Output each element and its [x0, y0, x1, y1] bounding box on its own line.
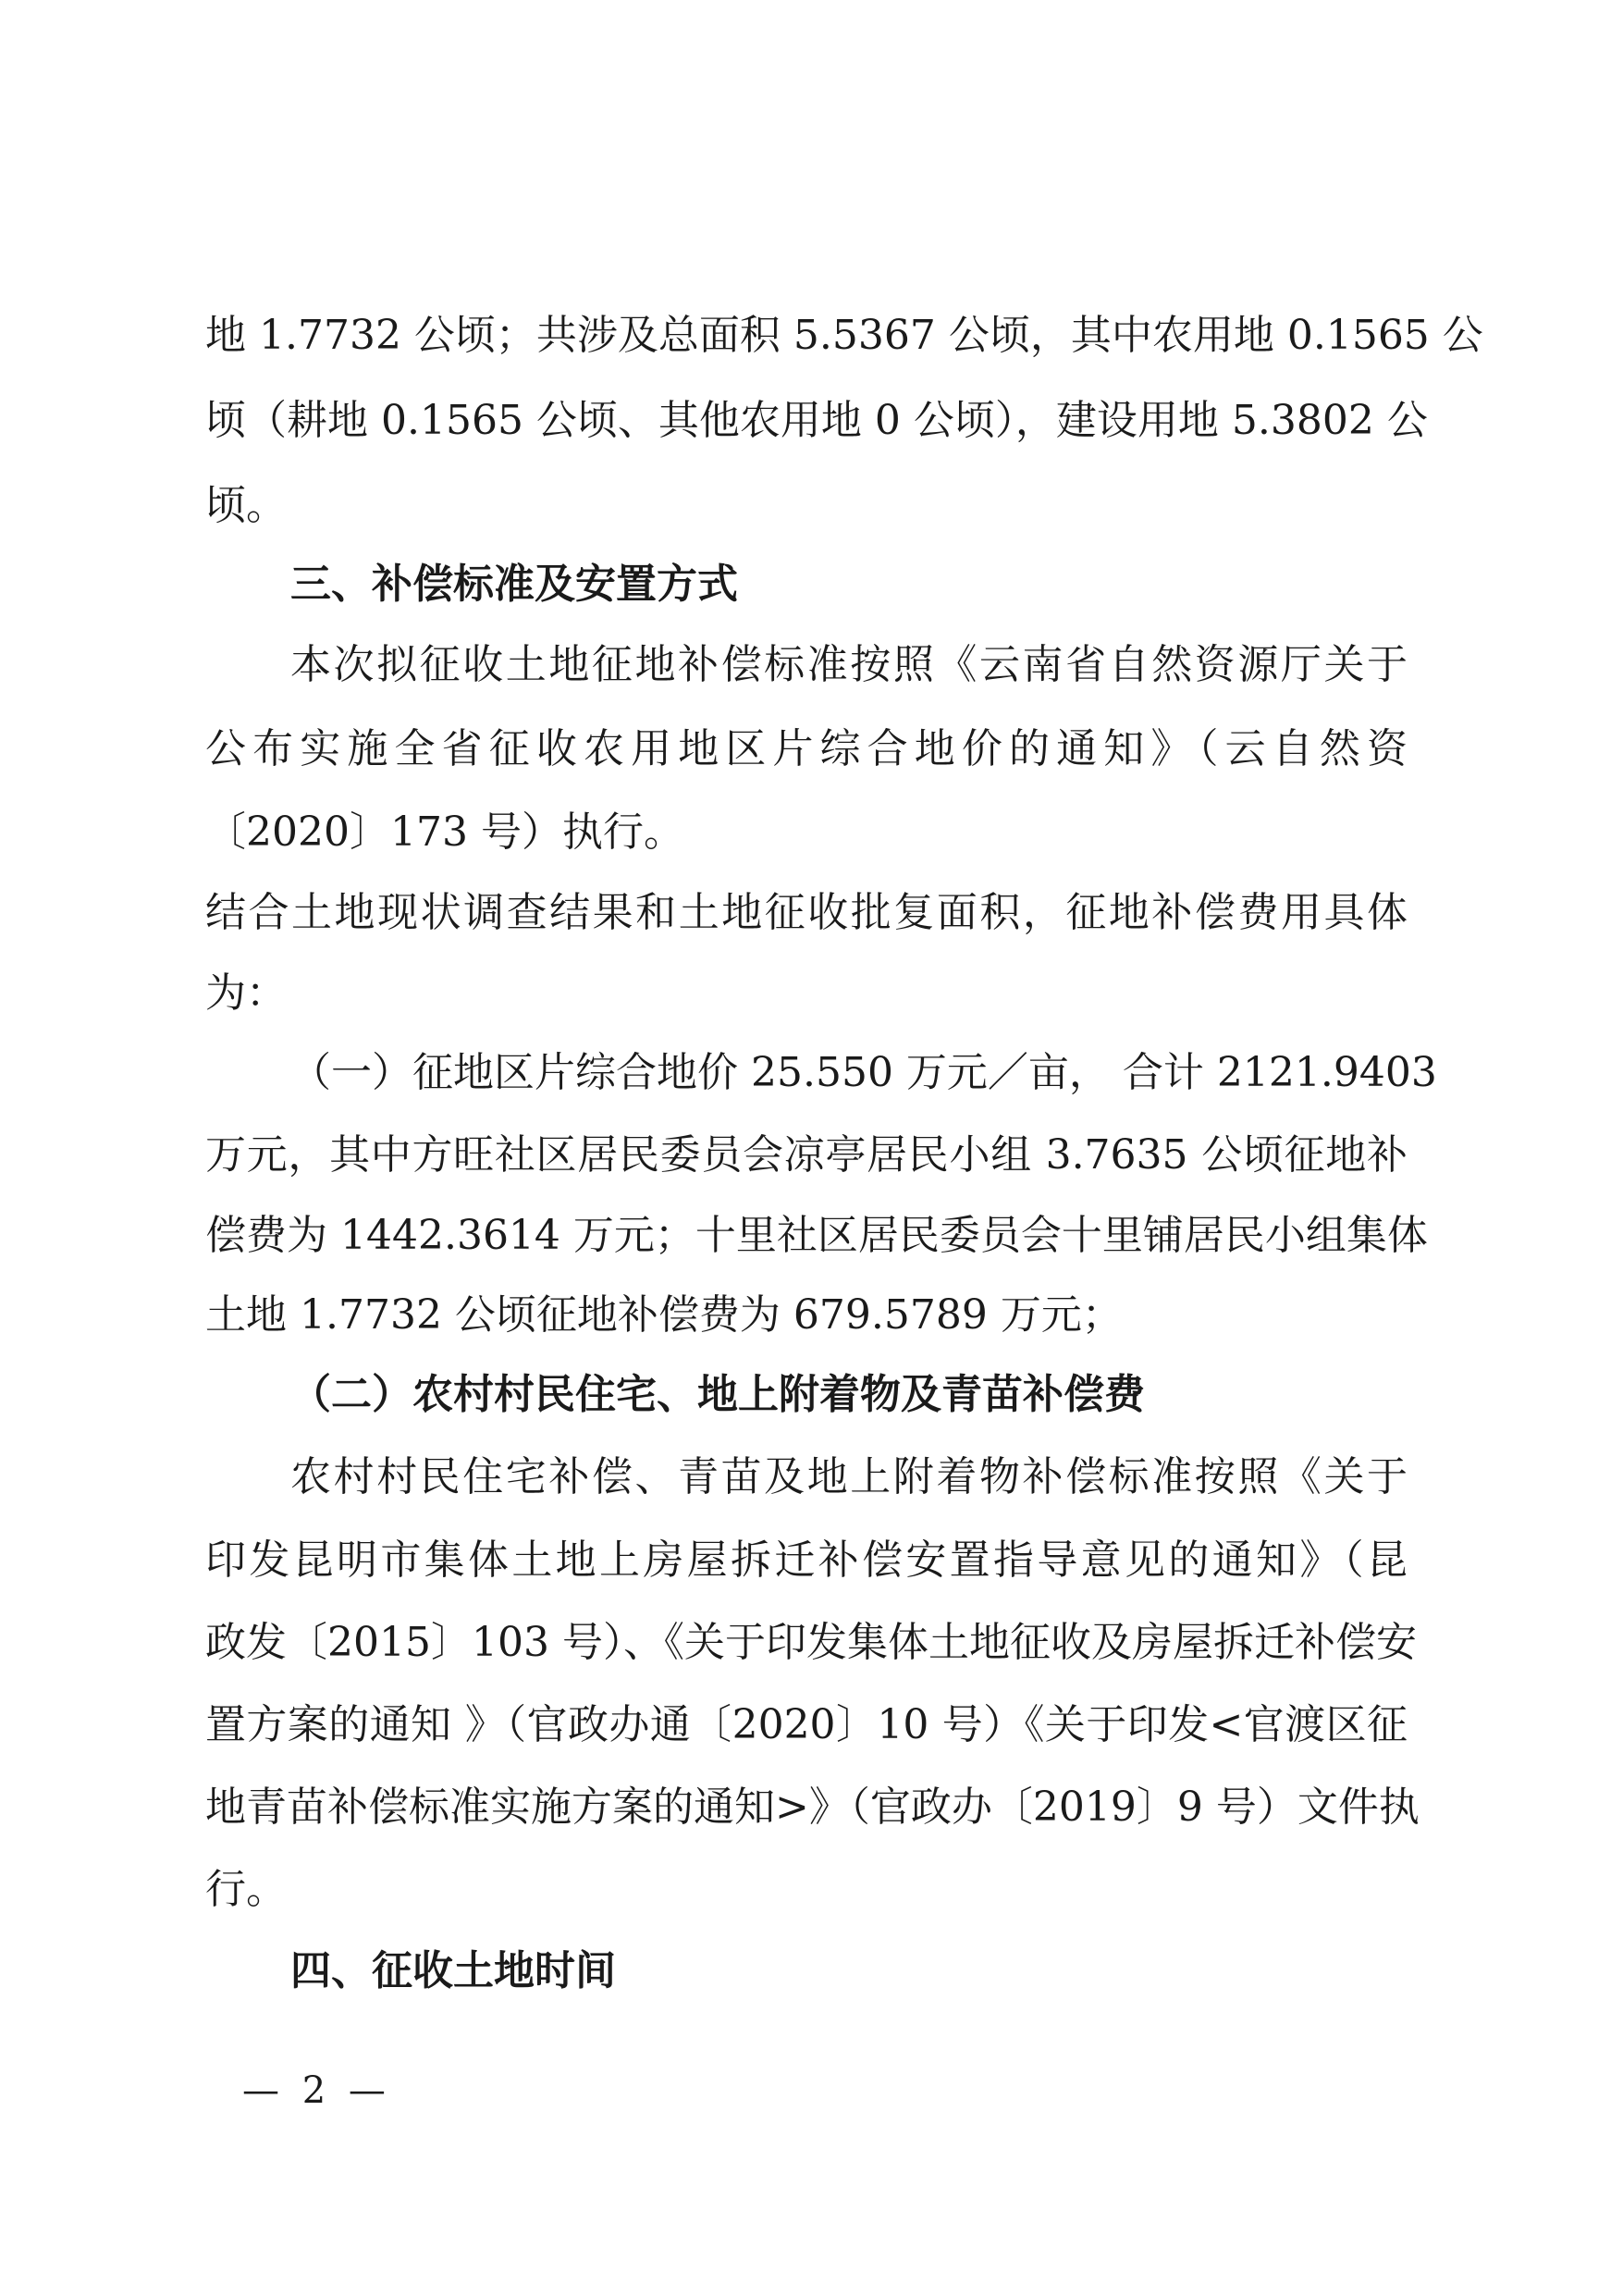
paragraph-line: 公布实施全省征收农用地区片综合地价的通知》（云自然资 — [205, 725, 1408, 772]
subsection-heading-2: （二）农村村民住宅、地上附着物及青苗补偿费 — [290, 1371, 1145, 1418]
paragraph-line: 顷。 — [205, 482, 287, 529]
paragraph-line: 地青苗补偿标准实施方案的通知>》（官政办〔2019〕9 号）文件执 — [205, 1784, 1420, 1831]
paragraph-line: 政发〔2015〕103 号）、《关于印发集体土地征收及房屋拆迁补偿安 — [205, 1619, 1417, 1666]
paragraph-line: 农村村民住宅补偿、青苗及地上附着物补偿标准按照《关于 — [290, 1453, 1408, 1500]
section-heading-3: 三、补偿标准及安置方式 — [290, 561, 738, 608]
paragraph-line: 行。 — [205, 1866, 287, 1913]
paragraph-line: 万元，其中方旺社区居民委员会凉亭居民小组 3.7635 公顷征地补 — [205, 1131, 1408, 1179]
paragraph-line: 偿费为 1442.3614 万元；十里社区居民委员会十里铺居民小组集体 — [205, 1212, 1428, 1259]
paragraph-line: 〔2020〕173 号）执行。 — [205, 809, 684, 856]
paragraph-line: （一）征地区片综合地价 25.550 万元／亩， 合计 2121.9403 — [290, 1049, 1437, 1096]
paragraph-line: 为： — [205, 969, 287, 1017]
paragraph-line: 顷（耕地 0.1565 公顷、其他农用地 0 公顷），建设用地 5.3802 公 — [205, 397, 1428, 444]
paragraph-line: 结合土地现状调查结果和土地征收批复面积，征地补偿费用具体 — [205, 889, 1408, 936]
paragraph-line: 置方案的通知 》（官政办通〔2020〕10 号）《关于印发<官渡区征 — [205, 1701, 1408, 1748]
paragraph-line: 土地 1.7732 公顷征地补偿费为 679.5789 万元； — [205, 1291, 1123, 1339]
paragraph-line: 地 1.7732 公顷；共涉及总面积 5.5367 公顷，其中农用地 0.1565 公 — [205, 312, 1483, 359]
paragraph-line: 本次拟征收土地征地补偿标准按照《云南省自然资源厅关于 — [290, 641, 1408, 688]
section-heading-4: 四、征收土地时间 — [290, 1947, 616, 1994]
paragraph-line: 印发昆明市集体土地上房屋拆迁补偿安置指导意见的通知》（昆 — [205, 1537, 1408, 1584]
page-number: — 2 — — [242, 2069, 391, 2112]
